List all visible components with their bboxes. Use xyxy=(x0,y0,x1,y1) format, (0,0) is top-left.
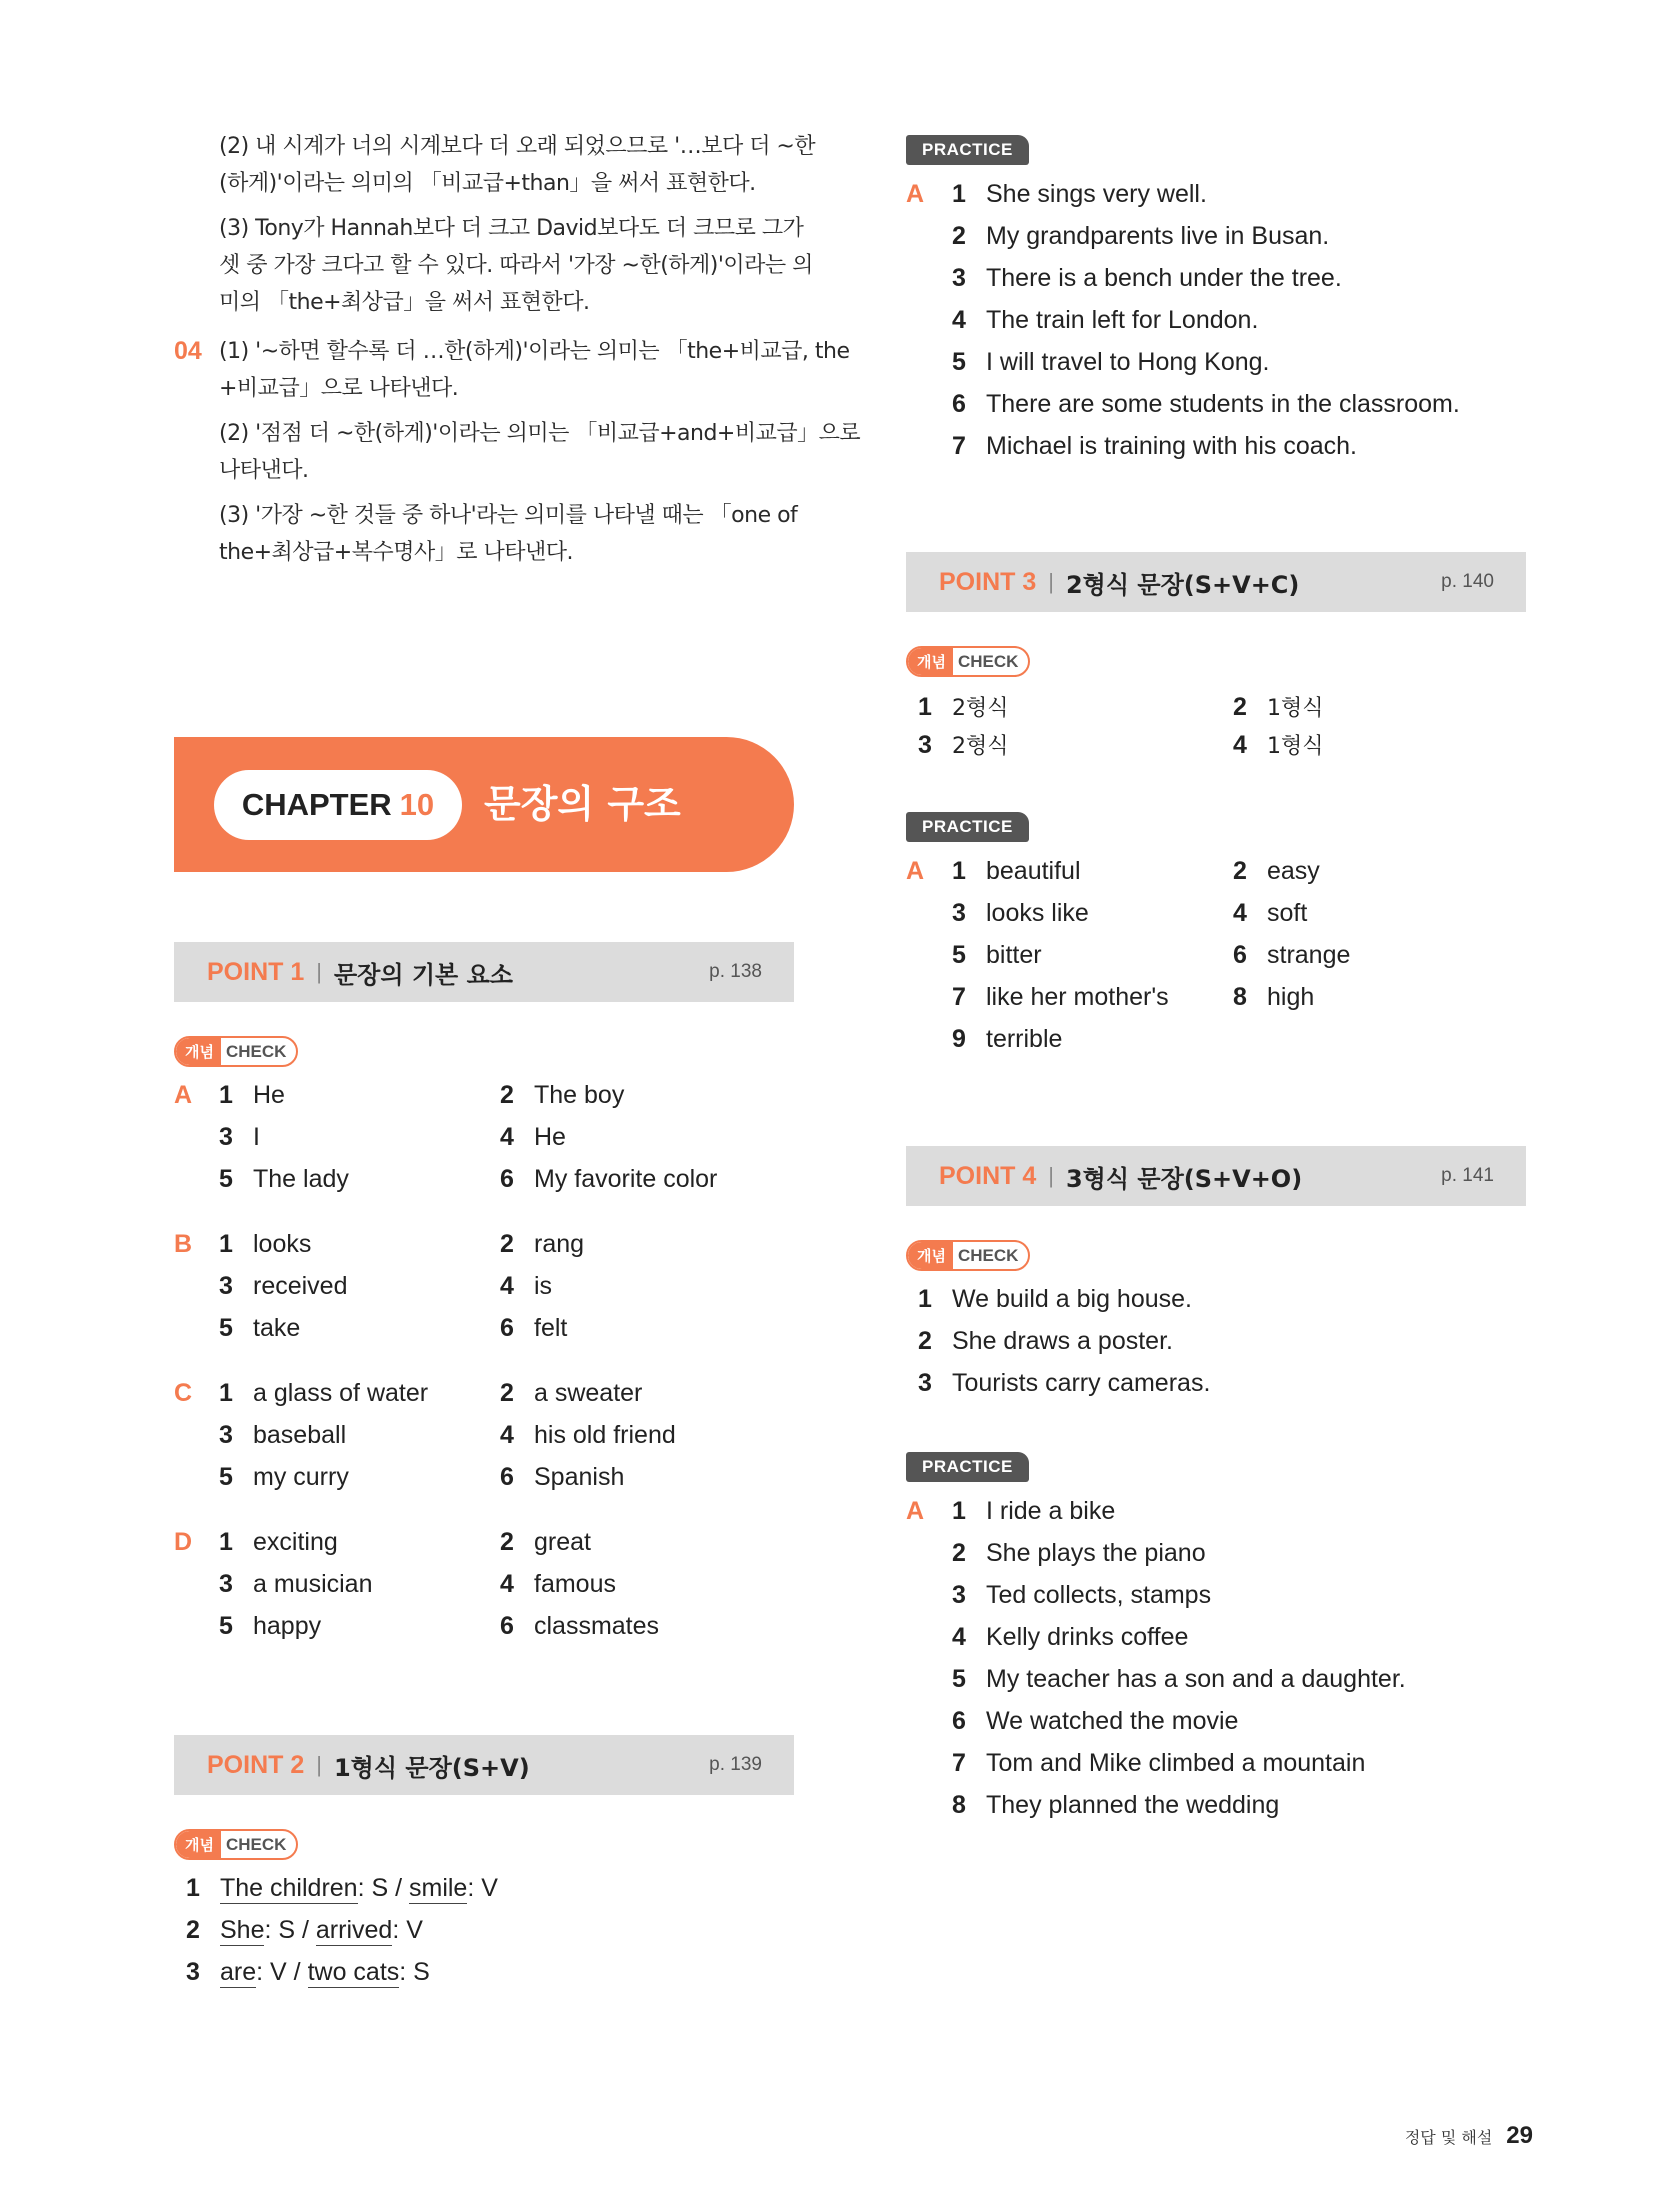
answer-item: 5 happy xyxy=(219,1612,322,1640)
chapter-title: 문장의 구조 xyxy=(484,782,681,826)
point1-header xyxy=(174,942,794,1002)
answer-item: 4 famous xyxy=(500,1570,616,1598)
explanation-line: (3) Tony가 Hannah보다 더 크고 David보다도 더 크므로 그가 xyxy=(219,216,804,241)
point-title: 3형식 문장(S+V+O) xyxy=(1065,1164,1303,1193)
point-label: POINT 1 xyxy=(207,957,305,986)
point-page: p. 140 xyxy=(1441,571,1494,592)
answer-item: 1 The children: S / smile: V xyxy=(186,1874,498,1902)
page-number: 29 xyxy=(1506,2122,1533,2149)
answer-item: 4 Kelly drinks coffee xyxy=(952,1623,1189,1651)
answer-item: 1 looks xyxy=(219,1230,312,1258)
answer-item: 3 received xyxy=(219,1272,348,1300)
answer-item: 2 1형식 xyxy=(1233,693,1324,721)
point2-header xyxy=(174,1735,794,1795)
answer-item: 4 is xyxy=(500,1272,553,1300)
section-label: A xyxy=(906,180,925,208)
explanation-line: 셋 중 가장 크다고 할 수 있다. 따라서 '가장 ~한(하게)'이라는 의 xyxy=(219,253,813,278)
answer-item: 3 baseball xyxy=(219,1421,347,1449)
point-separator: | xyxy=(1048,1163,1054,1188)
answer-item: 6 Spanish xyxy=(500,1463,625,1491)
section-label: D xyxy=(174,1528,193,1556)
answer-item: 7 Tom and Mike climbed a mountain xyxy=(952,1749,1366,1777)
badge-eng: CHECK xyxy=(225,1834,287,1854)
answer-item: 2 She draws a poster. xyxy=(918,1327,1173,1355)
answer-item: 2 rang xyxy=(500,1230,585,1258)
answer-item: 3 are: V / two cats: S xyxy=(186,1958,430,1986)
answer-item: 4 The train left for London. xyxy=(952,306,1259,334)
answer-item: 5 take xyxy=(219,1314,301,1342)
answer-item: 3 Ted collects, stamps xyxy=(952,1581,1212,1609)
point-separator: | xyxy=(316,959,322,984)
answer-item: 3 I xyxy=(219,1123,260,1151)
chapter-pill xyxy=(214,770,462,840)
explanation-line: 나타낸다. xyxy=(219,458,309,483)
explanation-line: (2) 내 시계가 너의 시계보다 더 오래 되었으므로 '…보다 더 ~한 xyxy=(219,134,816,159)
answer-item: 1 beautiful xyxy=(952,857,1081,885)
answer-item: 6 felt xyxy=(500,1314,568,1342)
point-separator: | xyxy=(1048,569,1054,594)
answer-item: 7 Michael is training with his coach. xyxy=(952,432,1357,460)
chapter-label: CHAPTER xyxy=(241,787,392,822)
answer-item: 5 My teacher has a son and a daughter. xyxy=(952,1665,1406,1693)
point3-header xyxy=(906,552,1526,612)
point-title: 1형식 문장(S+V) xyxy=(333,1753,530,1782)
answer-item: 7 like her mother's xyxy=(952,983,1169,1011)
answer-item: 5 I will travel to Hong Kong. xyxy=(952,348,1270,376)
badge-kor: 개념 xyxy=(176,1831,221,1858)
answer-item: 6 There are some students in the classroom. xyxy=(952,390,1460,418)
badge-kor: 개념 xyxy=(176,1038,221,1065)
explanation-line: the+최상급+복수명사」로 나타낸다. xyxy=(219,540,573,565)
answer-item: 2 She: S / arrived: V xyxy=(186,1916,423,1944)
point-title: 문장의 기본 요소 xyxy=(333,960,513,989)
section-label: B xyxy=(174,1230,193,1258)
answer-item: 4 soft xyxy=(1233,899,1308,927)
point-page: p. 139 xyxy=(709,1754,762,1775)
answer-item: 6 classmates xyxy=(500,1612,660,1640)
answer-item: 1 He xyxy=(219,1081,285,1109)
answer-item: 5 my curry xyxy=(219,1463,349,1491)
point4-header xyxy=(906,1146,1526,1206)
explanation-line: +비교급」으로 나타낸다. xyxy=(219,376,459,401)
answer-item: 3 looks like xyxy=(952,899,1089,927)
answer-item: 1 I ride a bike xyxy=(952,1497,1116,1525)
practice-badge: PRACTICE xyxy=(906,1452,1029,1482)
answer-item: 2 a sweater xyxy=(500,1379,643,1407)
explanation-block-b xyxy=(219,333,861,571)
point-page: p. 138 xyxy=(709,961,762,982)
answer-item: 2 The boy xyxy=(500,1081,625,1109)
answer-item: 4 his old friend xyxy=(500,1421,676,1449)
explanation-line: (3) '가장 ~한 것들 중 하나'라는 의미를 나타낼 때는 「one of xyxy=(219,503,798,528)
answer-item: 4 1형식 xyxy=(1233,731,1324,759)
answer-item: 5 bitter xyxy=(952,941,1042,969)
footer-label: 정답 및 해설 xyxy=(1404,2128,1493,2147)
point-title: 2형식 문장(S+V+C) xyxy=(1065,570,1300,599)
chapter-number: 10 xyxy=(399,787,435,822)
answer-item: 3 Tourists carry cameras. xyxy=(918,1369,1211,1397)
section-label: C xyxy=(174,1379,193,1407)
point-separator: | xyxy=(316,1752,322,1777)
point-label: POINT 4 xyxy=(939,1161,1037,1190)
section-label: A xyxy=(174,1081,193,1109)
explanation-line: 미의 「the+최상급」을 써서 표현한다. xyxy=(219,290,590,315)
answer-item: 8 high xyxy=(1233,983,1315,1011)
answer-item: 3 2형식 xyxy=(918,731,1009,759)
concept-check-badge xyxy=(174,1036,298,1067)
explanation-line: (하게)'이라는 의미의 「비교급+than」을 써서 표현한다. xyxy=(219,171,756,196)
explanation-block-a xyxy=(219,128,816,321)
section-label: A xyxy=(906,1497,925,1525)
chapter-banner xyxy=(174,737,794,872)
answer-item: 1 a glass of water xyxy=(219,1379,429,1407)
page-footer xyxy=(1405,2122,1533,2150)
explanation-line: (1) '~하면 할수록 더 …한(하게)'이라는 의미는 「the+비교급, the xyxy=(219,339,850,364)
point-page: p. 141 xyxy=(1441,1165,1494,1186)
concept-check-badge xyxy=(174,1829,298,1860)
answer-item: 6 We watched the movie xyxy=(952,1707,1239,1735)
answer-item: 1 2형식 xyxy=(918,693,1009,721)
concept-check-badge xyxy=(906,646,1030,677)
badge-eng: CHECK xyxy=(957,1245,1019,1265)
answer-item: 1 She sings very well. xyxy=(952,180,1207,208)
badge-eng: CHECK xyxy=(225,1041,287,1061)
answer-item: 1 We build a big house. xyxy=(918,1285,1192,1313)
answer-item: 1 exciting xyxy=(219,1528,338,1556)
question-number: 04 xyxy=(174,337,202,365)
answer-item: 6 My favorite color xyxy=(500,1165,718,1193)
point-label: POINT 2 xyxy=(207,1750,305,1779)
practice-badge: PRACTICE xyxy=(906,135,1029,165)
explanation-line: (2) '점점 더 ~한(하게)'이라는 의미는 「비교급+and+비교급」으로 xyxy=(219,421,861,446)
answer-item: 8 They planned the wedding xyxy=(952,1791,1280,1819)
answer-item: 9 terrible xyxy=(952,1025,1063,1053)
concept-check-badge xyxy=(906,1240,1030,1271)
badge-eng: CHECK xyxy=(957,651,1019,671)
answer-item: 4 He xyxy=(500,1123,566,1151)
answer-item: 6 strange xyxy=(1233,941,1351,969)
answer-item: 2 She plays the piano xyxy=(952,1539,1206,1567)
badge-kor: 개념 xyxy=(908,648,953,675)
point-label: POINT 3 xyxy=(939,567,1037,596)
answer-item: 3 a musician xyxy=(219,1570,373,1598)
answer-item: 2 My grandparents live in Busan. xyxy=(952,222,1330,250)
answer-item: 2 easy xyxy=(1233,857,1320,885)
answer-item: 2 great xyxy=(500,1528,591,1556)
answer-item: 5 The lady xyxy=(219,1165,349,1193)
practice-badge: PRACTICE xyxy=(906,812,1029,842)
answer-item: 3 There is a bench under the tree. xyxy=(952,264,1342,292)
section-label: A xyxy=(906,857,925,885)
badge-kor: 개념 xyxy=(908,1242,953,1269)
